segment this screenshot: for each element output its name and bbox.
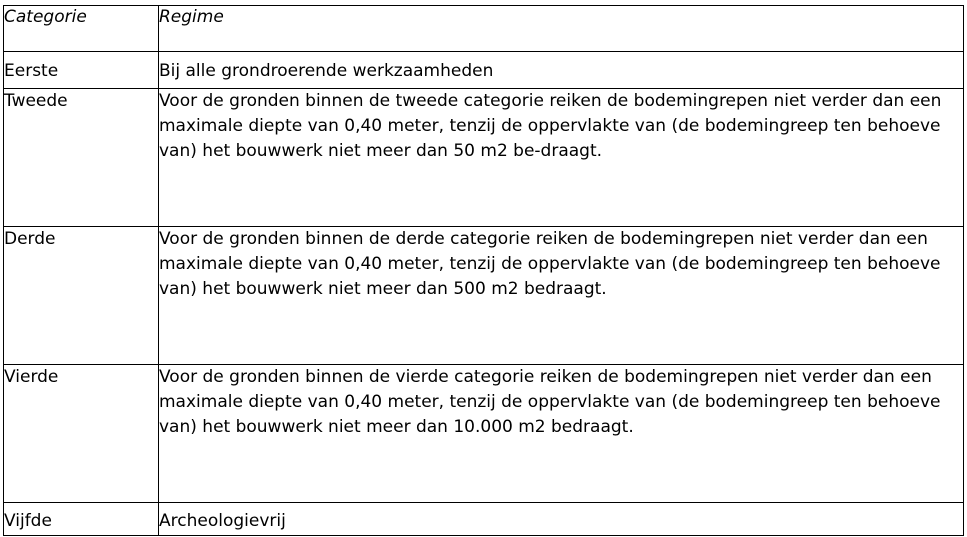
table-row	[4, 227, 964, 365]
table-header-row	[4, 6, 964, 52]
header-regime: Regime	[159, 6, 964, 52]
table-row	[4, 52, 964, 89]
category-cell: Tweede	[4, 89, 159, 227]
regime-cell: Archeologievrij	[159, 503, 964, 536]
category-cell: Derde	[4, 227, 159, 365]
regime-cell: Voor de gronden binnen de tweede categorie reiken de bodemingrepen niet verder dan een maximale diepte van 0,40 meter, tenzij de oppervlakte van (de bodemingreep ten behoeve van) het bouwwerk niet meer dan 50 m2 be-draagt.	[159, 89, 964, 227]
regime-table	[3, 5, 964, 536]
table-row	[4, 89, 964, 227]
category-cell: Vijfde	[4, 503, 159, 536]
regime-cell: Voor de gronden binnen de vierde categorie reiken de bodemingrepen niet verder dan een maximale diepte van 0,40 meter, tenzij de oppervlakte van (de bodemingreep ten behoeve van) het bouwwerk niet meer dan 10.000 m2 bedraagt.	[159, 365, 964, 503]
table-row	[4, 503, 964, 536]
category-cell: Eerste	[4, 52, 159, 89]
regime-cell: Bij alle grondroerende werkzaamheden	[159, 52, 964, 89]
table-row	[4, 365, 964, 503]
header-category: Categorie	[4, 6, 159, 52]
category-cell: Vierde	[4, 365, 159, 503]
regime-cell: Voor de gronden binnen de derde categorie reiken de bodemingrepen niet verder dan een maximale diepte van 0,40 meter, tenzij de oppervlakte van (de bodemingreep ten behoeve van) het bouwwerk niet meer dan 500 m2 bedraagt.	[159, 227, 964, 365]
